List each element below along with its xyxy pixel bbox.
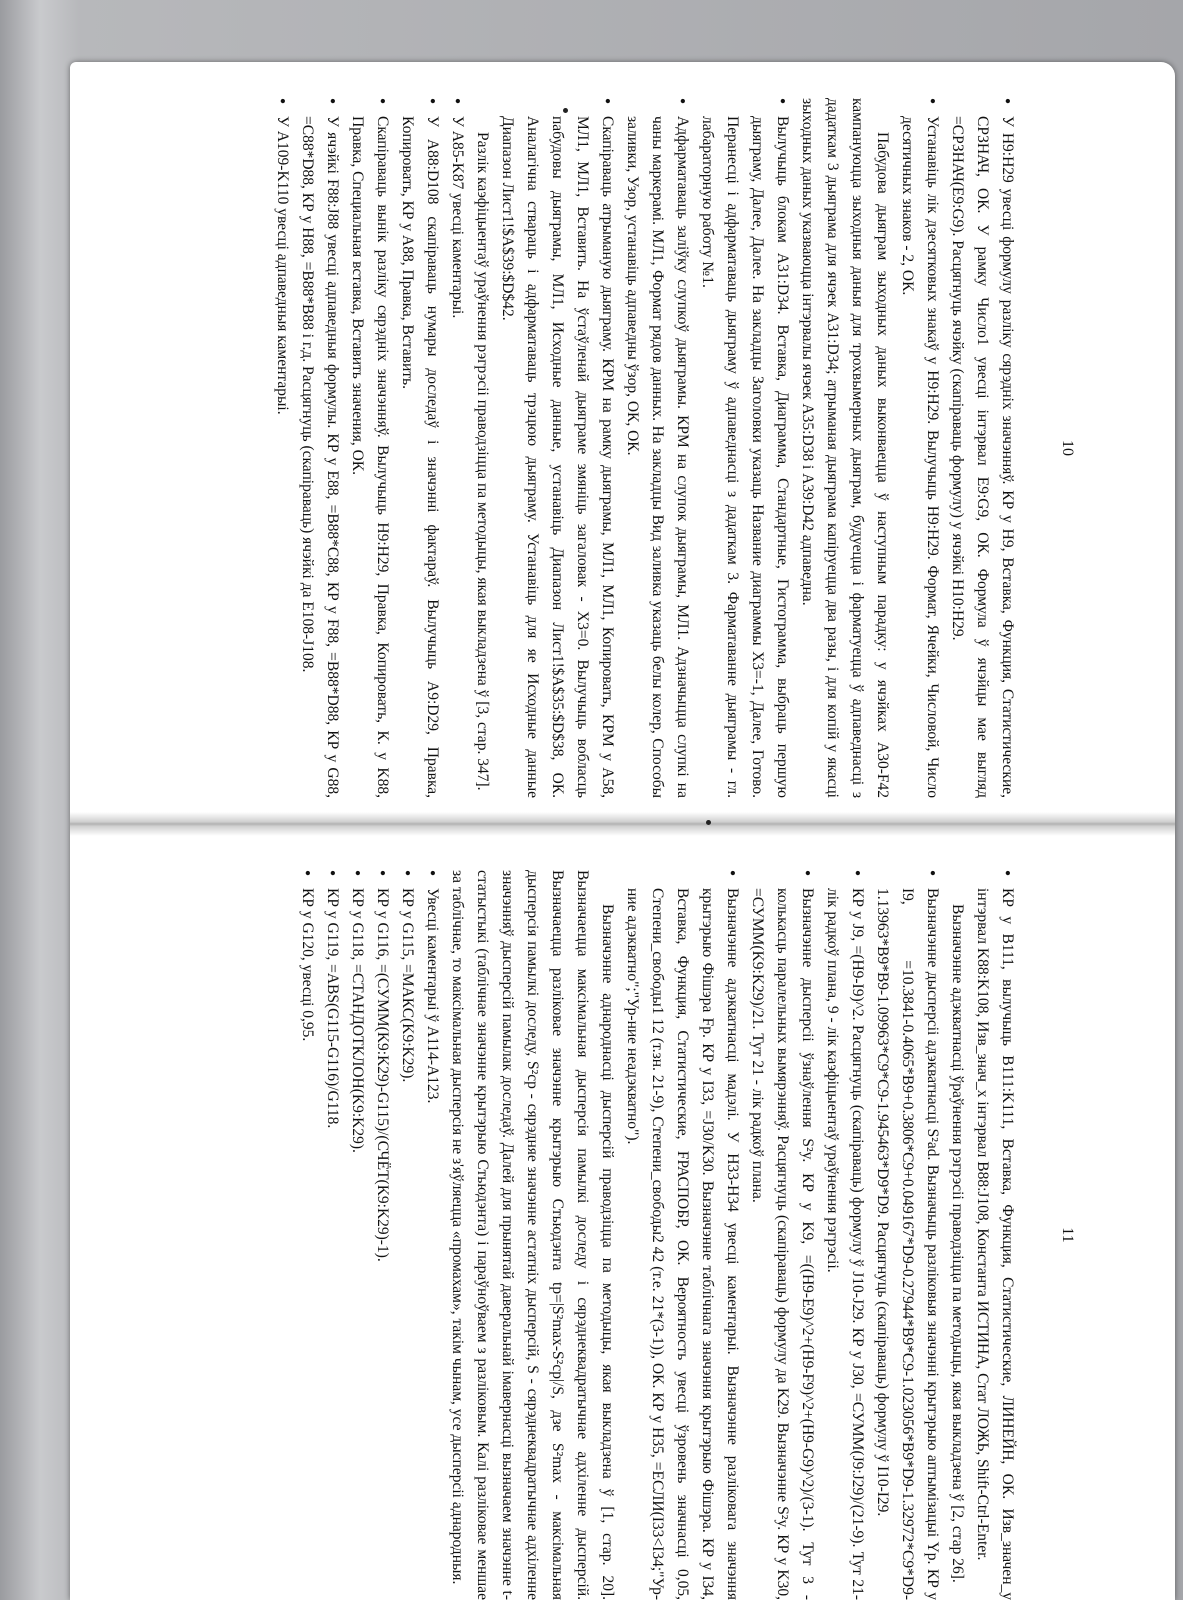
- bullet-item: ● У ячэйкі F88:J88 увесці адпаведныя формулы. КР у E88, =B88*C88, КР у F88, =B88*D88, КР у G88, =C88*D88, КР у H88, =B88*B88 і г.д. Расцягнуць (скапіраваць) ячэйкі да E108-J108.: [295, 98, 345, 798]
- bullet-list: [495, 98, 795, 798]
- paragraph: Вызначэнне аднароднасці дысперсій праводзіцца па методыцы, якая выкладзена ў [1, стар. 20]. Вызначаецца максімальная дысперсія памылкі доследу і сярэднеквадратычнае адхіленне дысперсій. Вызначаецца разліковае значэнне крытэрыю Стьюдэнта tр=|S²max-S²ср|/S, дзе S²max - максімальная дысперсія памылкі доследу, S²ср - сярэдняе значэнне астатніх дысперсій, S - сярэднеквадратычнае адхіленне значэнняў дысперсій памылак доследаў. Далей для прынятай даверальнай імавернасці вызначаем значэнне t-статыстыкі (таблічнае значэнне крытэрыю Стьюдэнта) і параўноўваем з разліковым. Калі разліковае меншае за таблічнае, то максімальная дысперсія не з'яўляецца «промахам», такім чынам, усе дысперсіі аднародныя.: [449, 870, 616, 1600]
- bullet-item: ● КР у G119, =ABS(G115-G116)/G118.: [320, 870, 345, 1600]
- page-11: [150, 870, 1076, 1600]
- bullet-item: ● КР у J9, =(H9-I9)^2. Расцягнуць (скапіраваць) формулу ў J10-J29. КР у J30, =СУММ(J9:J29)/(21-9). Тут 21- лік радкоў плана, 9 - лік каэфіцыентаў ураўнення рэгрэсіі.: [820, 870, 870, 1600]
- page-content: [270, 98, 1020, 798]
- speck-mark: [706, 820, 711, 825]
- bullet-item: ● У A109-K110 увесці адпаведныя каментарыі.: [270, 98, 295, 798]
- bullet-item: ● У A88:D108 скапіраваць нумары доследаў і значэнні фактараў. Вылучыць A9:D29, Правка, Копировать, КР у A88, Правка, Вставить.: [395, 98, 445, 798]
- bullet-item: ● Скапіраваць атрыманую дыяграму. КРМ на рамку дыяграмы, МЛ1, МЛ1, Копировать, КРМ у A58, МЛ1, МЛ1, Вставить. На ўстаўленай дыяграме змяніць загаловак - X3=0. Вылучыць вобласць пабудовы дыяграмы, МЛ1, Исходные данные, устанавіць Диапазон Лист1!$A$35:$D$38, ОК. Аналагічна ствараць і адфарматаваць трэцюю дыяграму. Устанавіць для яе Исходные данные Диапазон Лист1!$A$39:$D$42.: [495, 98, 620, 798]
- bullet-list: [620, 870, 945, 1600]
- paragraph: Вызначэнне адэкватнасці ўраўнення рэгрэсіі праводзіцца па методыцы, якая выкладзена ў [2, стар 26].: [949, 904, 966, 1583]
- bullet-item: ● Вызначэнне дысперсіі ўзнаўлення S²y. КР у K9, =((H9-E9)^2+(H9-F9)^2+(H9-G9)^2)/(3-1). Тут 3 - колькасць паралельных вымярэнняў. Расцягнуць (скапіраваць) формулу да K29. Вызначэнне S²y. КР у K30, =СУММ(K9:K29)/21. Тут 21 - лік радкоў плана.: [745, 870, 820, 1600]
- bullet-item: ● КР у G120, увесці 0,95.: [295, 870, 320, 1600]
- bullet-list: [295, 870, 445, 1600]
- bullet-item: ● Увесці каментарыі ў A114-A123.: [420, 870, 445, 1600]
- bullet-list: [970, 870, 1020, 1600]
- bullet-item: ● КР у G115, =МАКС(K9:K29).: [395, 870, 420, 1600]
- bullet-item: ● У H9:H29 увесці формулу разліку сярэдніх значэнняў. КР у H9, Вставка, Функция, Статистические, СРЗНАЧ, ОК. У рамку Число1 увесці інтэрвал E9:G9, ОК. Формула ў ячэйцы мае выгляд =СРЗНАЧ(E9:G9). Расцягнуць ячэйку (скапіраваць формулу) у ячэйкі H10:H29.: [945, 98, 1020, 798]
- bullet-item: ● КР у B111, вылучыць B111:K111, Вставка, Функция, Статистические, ЛИНЕЙН, ОК. Изв_значен_у інтэрвал K88:K108, Изв_знач_х інтэрвал B88:J108, Константа ИСТИНА, Стат ЛОЖЬ, Shift-Ctrl-Enter.: [970, 870, 1020, 1600]
- bullet-item: ● Адфарматаваць заліўку слупкоў дыяграмы. КРМ на слупок дыяграмы, МЛ1. Адзначыцца слупкі на чаны маркерамі. МЛ1, Формат рядов данных. На закладцы Вид заливка указаць белы колер, Способы заливки, Узор, устанавіць адпаведны ўзор, ОК, ОК.: [620, 98, 695, 798]
- page-10: [150, 98, 1076, 798]
- page-fold: [70, 812, 1175, 836]
- paragraph: Разлік каэфіцыентаў ураўнення рэгрэсіі праводзіцца па методыцы, якая выкладзена ў [3, стар. 347].: [474, 132, 491, 791]
- bullet-item: ● Вызначэнне дысперсіі адэкватнасці S²ad. Вызначыць разліковыя значэнні крытэрыю аптымізацыі Yр. КР у I9, =10.3841-0.4065*B9+0.3806*C9+0.049167*D9-0.27944*B9*C9-1.023056*B9*D9-1.32972*C9*D9-1.13963*B9*B9-1.09963*C9*C9-1.945463*D9*D9. Расцягнуць (скапіраваць) формулу ў I10-I29.: [870, 870, 945, 1600]
- page-number: 10: [1059, 440, 1076, 456]
- bullet-item: ● Устанавіць лік дзесятковых знакаў у H9:H29. Вылучыць H9:H29. Формат, Ячейки, Числовой, Число десятичных знаков - 2, ОК.: [895, 98, 945, 798]
- bullet-item: ● Вызначэнне адэкватнасці мадэлі. У H33-H34 увесці каментарыі. Вызначэнне разліковага значэння крытэрыю Фішэра Fр. КР у I33, =J30/K30. Вызначэнне таблічнага значэння крытэрыю Фішэра. КР у I34, Вставка, Функция, Статистические, FРАСПОБР, ОК. Вероятность увесці ўзровень значнасці 0,05, Степени_свободы1 12 (т.зн. 21-9), Степени_свободы2 42 (т.е. 21*(3-1)), ОК. КР у H35, =ЕСЛИ(I33<I34;"Ур-ние адэкватно";"Ур-ние неадэкватно").: [620, 870, 745, 1600]
- paragraph: Пабудова дыяграм зыходных даных выконваецца ў наступным парадку: у ячэйках A30-F42 кампануюцца зыходныя даныя для трохвымерных дыяграм, будуецца і фарматуецца ў адпаведнасці з дадаткам 3 дыяграма для ячэек A31:D34; атрыманая дыяграма капіруецца два разы, і для копій у якасці зыходных даных указваюцца інтэрвалы ячэек A35:D38 і A39:D42 адпаведна.: [799, 98, 891, 798]
- bullet-list: [895, 98, 1020, 798]
- bullet-item: ● Вылучыць блокам A31:D34. Вставка, Диаграмма, Стандартные, Гистограмма, выбраць першую дыяграму, Далее, Далее. На закладцы Заголовки указаць Название диаграммы X3=-1, Далее, Готово. Перанесці і адфарматаваць дыяграму ў адпаведнасці з дадаткам 3. Фарматаванне дыяграмы - гл. лабараторную работу №1.: [695, 98, 795, 798]
- bullet-item: ● КР у G116, =(СУММ(K9:K29)-G115)/(СЧЁТ(K9:K29)-1).: [370, 870, 395, 1600]
- bullet-item: ● У A85-K87 увесці каментарыі.: [445, 98, 470, 798]
- page-content: [295, 870, 1020, 1600]
- bullet-list: [270, 98, 470, 798]
- bullet-item: ● КР у G118, =СТАНДОТКЛОН(K9:K29).: [345, 870, 370, 1600]
- bullet-item: ● Скапіраваць вынік разліку сярэдніх значэнняў. Вылучыць H9:H29, Правка, Копировать, К. у K88, Правка, Специальная вставка, Вставить значения, ОК.: [345, 98, 395, 798]
- page-number: 11: [1059, 1227, 1076, 1243]
